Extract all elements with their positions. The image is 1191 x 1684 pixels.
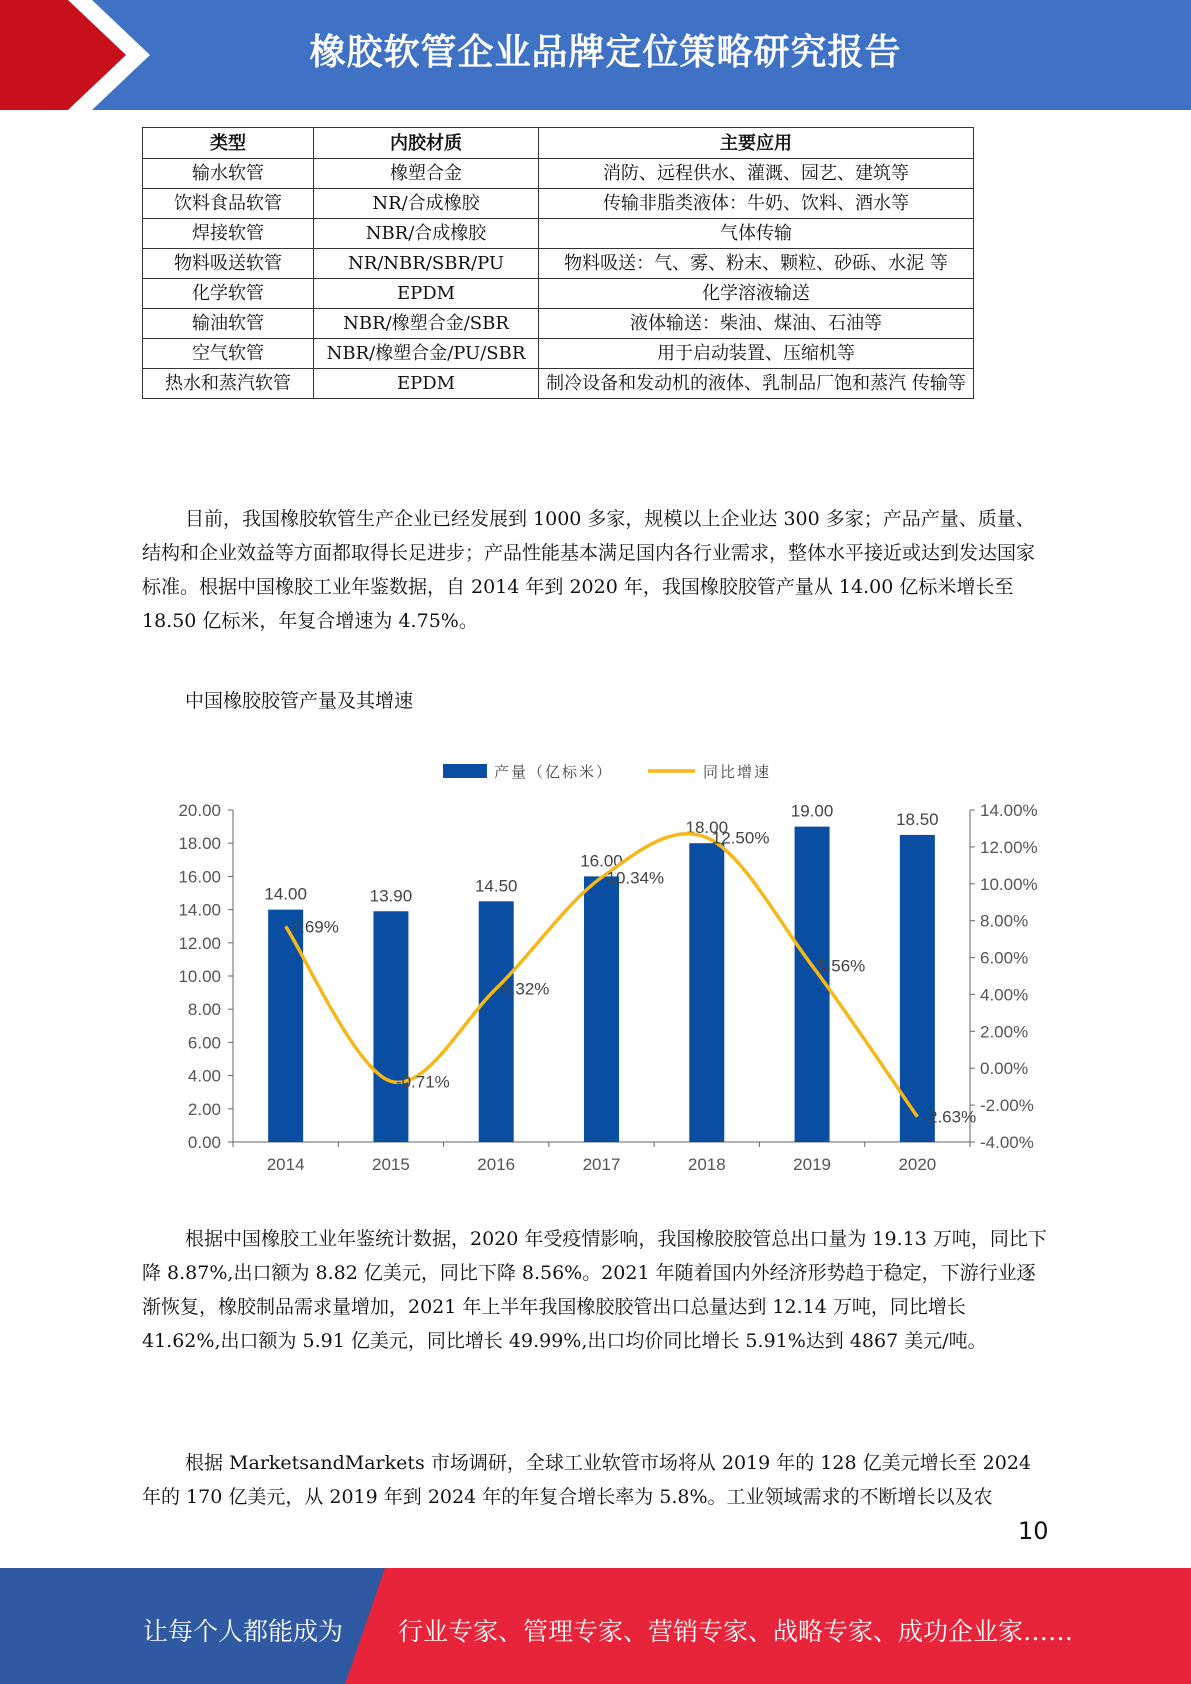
table-cell: EPDM (314, 279, 539, 309)
table-row (143, 339, 974, 369)
y-left-tick-label: 0.00 (187, 1133, 221, 1152)
x-tick-label: 2018 (687, 1155, 726, 1174)
table-header-material: 内胶材质 (314, 128, 539, 159)
y-left-tick-label: 4.00 (187, 1066, 221, 1086)
y-right-tick-label: 14.00% (980, 801, 1038, 820)
y-left-tick-label: 16.00 (178, 867, 221, 887)
table-cell: NR/合成橡胶 (314, 189, 539, 219)
line-data-label: 5.56% (817, 956, 866, 976)
table-header-application: 主要应用 (539, 128, 974, 159)
table-cell: EPDM (314, 369, 539, 399)
table-row (143, 159, 974, 189)
bar-data-label: 16.00 (580, 851, 623, 871)
legend-bar-label: 产量（亿标米） (494, 763, 614, 781)
y-left-tick-label: 6.00 (187, 1033, 221, 1053)
table-cell: NBR/合成橡胶 (314, 219, 539, 249)
line-data-label: 12.50% (711, 828, 770, 848)
footer-slogan-right: 行业专家、管理专家、营销专家、战略专家、成功企业家…… (398, 1617, 1074, 1646)
x-tick-label: 2014 (266, 1155, 305, 1174)
x-tick-label: 2015 (372, 1155, 410, 1174)
line-data-label: -2.63% (922, 1107, 977, 1127)
paragraph-export-data: 根据中国橡胶工业年鉴统计数据，2020 年受疫情影响，我国橡胶胶管总出口量为 19.13 万吨，同比下降 8.87%,出口额为 8.82 亿美元，同比下降 8.56%。2021 年随着国内外经济形势趋于稳定，下游行业逐渐恢复，橡胶制品需求量增加，2021 年上半年我国橡胶胶管出口总量达到 12.14 万吨，同比增长 41.62%,出口额为 5.91 亿美元，同比增长 49.99%,出口均价同比增长 5.91%达到 4867 美元/吨。 (142, 1228, 1047, 1352)
table-row (143, 249, 974, 279)
y-right-tick-label: 2.00% (980, 1022, 1029, 1042)
table-cell: 化学溶液输送 (539, 279, 974, 309)
table-header-type: 类型 (143, 128, 314, 159)
y-right-tick-label: 4.00% (980, 985, 1029, 1005)
page-footer (0, 1568, 1191, 1684)
line-data-label: 4.32% (501, 979, 550, 999)
line-data-label: -0.71% (395, 1072, 450, 1092)
y-right-tick-label: -4.00% (980, 1133, 1034, 1152)
y-left-tick-label: 18.00 (178, 834, 221, 854)
y-right-tick-label: 0.00% (980, 1059, 1029, 1079)
table-row (143, 369, 974, 399)
table-cell: 化学软管 (143, 279, 314, 309)
table-row (143, 189, 974, 219)
table-header-row (143, 128, 974, 159)
bar-data-label: 19.00 (790, 801, 834, 821)
hose-type-table (142, 127, 974, 399)
y-right-tick-label: -2.00% (980, 1096, 1034, 1116)
table-cell: 橡塑合金 (314, 159, 539, 189)
legend-line-label: 同比增速 (703, 763, 772, 781)
line-data-label: 10.34% (606, 868, 665, 888)
y-right-tick-label: 12.00% (980, 837, 1038, 857)
bar (584, 876, 619, 1142)
production-growth-chart (150, 745, 1050, 1185)
bar (373, 911, 408, 1142)
table-cell: 用于启动装置、压缩机等 (539, 339, 974, 369)
paragraph-global-market: 根据 MarketsandMarkets 市场调研，全球工业软管市场将从 2019 年的 128 亿美元增长至 2024 年的 170 亿美元，从 2019 年到 2024 年的年复合增长率为 5.8%。工业领域需求的不断增长以及农 (142, 1452, 1031, 1508)
table-cell: 制冷设备和发动机的液体、乳制品厂饱和蒸汽 传输等 (539, 369, 974, 399)
legend-bar-swatch (443, 764, 487, 778)
bar-data-label: 14.50 (474, 876, 518, 896)
y-left-tick-label: 14.00 (178, 900, 221, 920)
paragraph-production-overview: 目前，我国橡胶软管生产企业已经发展到 1000 多家，规模以上企业达 300 多家；产品产量、质量、结构和企业效益等方面都取得长足进步；产品性能基本满足国内各行业需求，整体水平接近或达到发达国家标准。根据中国橡胶工业年鉴数据，自 2014 年到 2020 年，我国橡胶胶管产量从 14.00 亿标米增长至 18.50 亿标米，年复合增速为 4.75%。 (142, 508, 1036, 632)
table-cell: 物料吸送软管 (143, 249, 314, 279)
table-cell: 物料吸送：气、雾、粉末、颗粒、砂砾、水泥 等 (539, 249, 974, 279)
bar-data-label: 18.50 (896, 809, 939, 829)
y-right-tick-label: 10.00% (980, 874, 1038, 894)
x-tick-label: 2020 (898, 1155, 937, 1174)
x-tick-label: 2016 (477, 1155, 516, 1174)
chart-caption: 中国橡胶胶管产量及其增速 (185, 690, 414, 712)
table-cell: 输水软管 (143, 159, 314, 189)
table-cell: NBR/橡塑合金/SBR (314, 309, 539, 339)
line-data-label: 7.69% (290, 917, 339, 937)
y-right-tick-label: 8.00% (980, 911, 1029, 931)
bar-data-label: 18.00 (685, 818, 729, 838)
bar-data-label: 13.90 (369, 886, 413, 906)
table-row (143, 279, 974, 309)
table-cell: 空气软管 (143, 339, 314, 369)
footer-slogan-left: 让每个人都能成为 (143, 1617, 344, 1646)
y-left-tick-label: 2.00 (187, 1099, 221, 1119)
table-cell: 输油软管 (143, 309, 314, 339)
table-row (143, 219, 974, 249)
y-left-tick-label: 8.00 (187, 1000, 221, 1020)
y-right-tick-label: 6.00% (980, 948, 1029, 968)
bar-data-label: 14.00 (264, 884, 307, 904)
table-cell: NBR/橡塑合金/PU/SBR (314, 339, 539, 369)
bar (479, 901, 514, 1142)
table-cell: 液体输送：柴油、煤油、石油等 (539, 309, 974, 339)
table-cell: 焊接软管 (143, 219, 314, 249)
page-header (0, 0, 1191, 110)
table-cell: 热水和蒸汽软管 (143, 369, 314, 399)
table-cell: 饮料食品软管 (143, 189, 314, 219)
page-number: 10 (1018, 1517, 1049, 1545)
y-left-tick-label: 10.00 (178, 967, 221, 986)
table-cell: 传输非脂类液体：牛奶、饮料、酒水等 (539, 189, 974, 219)
x-tick-label: 2017 (582, 1155, 621, 1174)
table-row (143, 309, 974, 339)
x-tick-label: 2019 (793, 1155, 831, 1174)
header-title: 橡胶软管企业品牌定位策略研究报告 (309, 32, 902, 73)
table-cell: 消防、远程供水、灌溉、园艺、建筑等 (539, 159, 974, 189)
table-cell: 气体传输 (539, 219, 974, 249)
table-cell: NR/NBR/SBR/PU (314, 249, 539, 279)
y-left-tick-label: 12.00 (178, 933, 221, 953)
bar (689, 843, 724, 1142)
y-left-tick-label: 20.00 (178, 801, 221, 820)
